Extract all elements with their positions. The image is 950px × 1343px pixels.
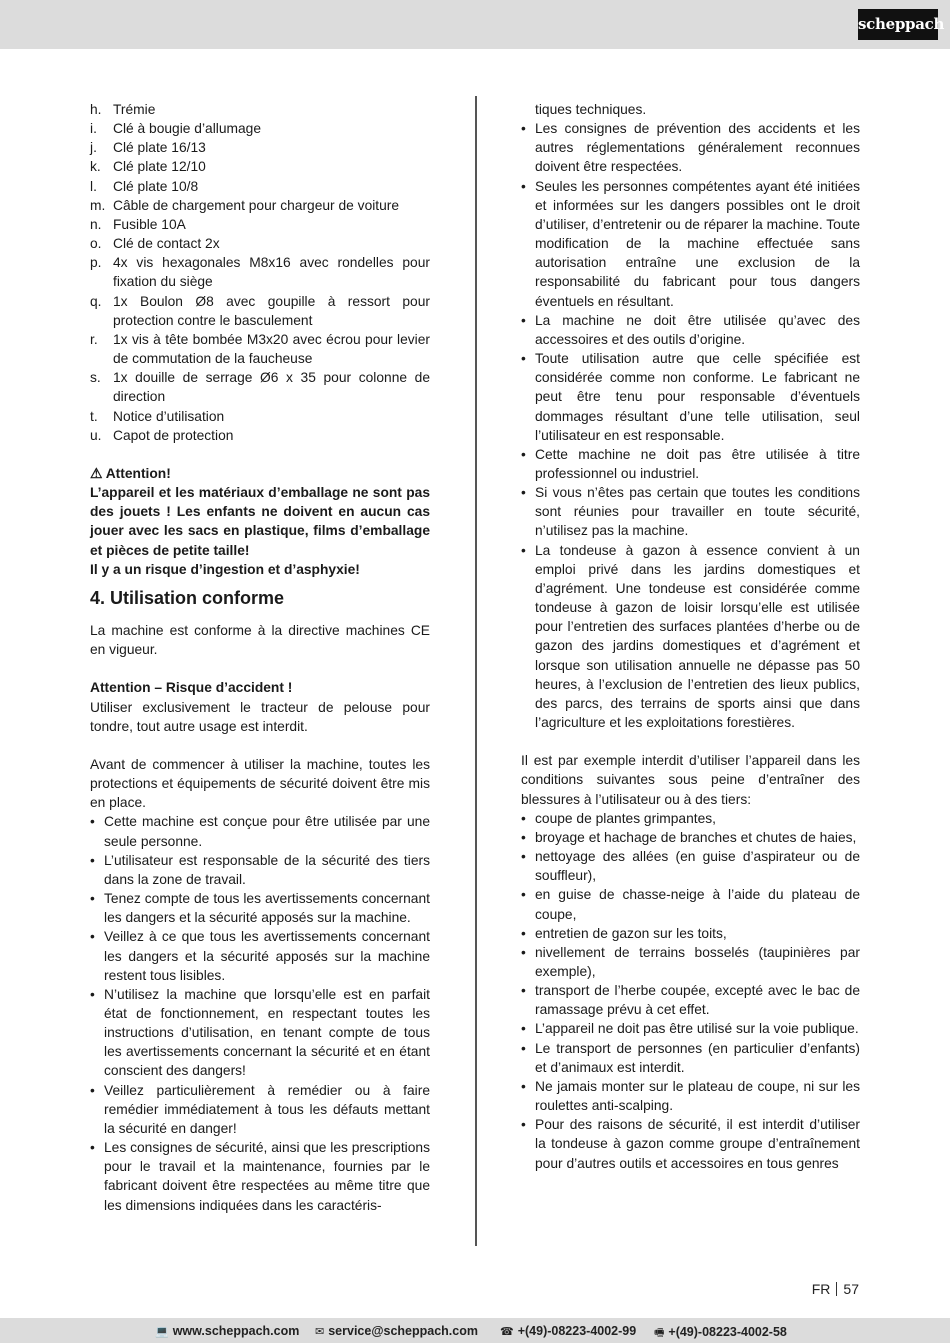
list-item <box>90 292 430 330</box>
bullet-text: La tondeuse à gazon à essence convient à un emploi privé dans les jardins domestiques et d’agrément. Une tondeuse est considérée comme tondeuse à gazon de loisir lorsqu’elle est utilisée pour l’entretien des surfaces plantées d’herbe ou de gazon des jardins domestiques et d’agrément et lorsque son utilisation annuelle ne dépasse pas 50 heures, à l’exclusion de l’entretien des lieux publics, des parcs, des terrains de sports ainsi que dans l’agriculture et les exploitations forestières. <box>535 542 860 730</box>
item-text: 1x douille de serrage Ø6 x 35 pour colonne de direction <box>113 370 430 405</box>
bullet-item <box>521 828 860 847</box>
bullet-icon: • <box>90 986 95 1002</box>
bullet-item <box>90 851 430 889</box>
bullet-text: Cette machine est conçue pour être utilisée par une seule personne. <box>104 814 430 849</box>
bullet-icon: • <box>521 1117 526 1133</box>
bullet-icon: • <box>521 446 526 462</box>
list-item <box>90 157 430 176</box>
rules-list <box>521 119 860 732</box>
bullet-icon: • <box>521 1078 526 1094</box>
bullet-text: Tenez compte de tous les avertissements concernant les dangers et la sécurité apposés sur la machine. <box>104 891 430 926</box>
bullet-text: Les consignes de sécurité, ainsi que les prescriptions pour le travail et la maintenance, fournies par le fabricant doivent être respectées au même titre que les dimensions indiquées dans les caractéris- <box>104 1140 430 1213</box>
header-bar <box>0 0 950 49</box>
list-item <box>90 426 430 445</box>
bullet-icon: • <box>521 983 526 999</box>
bullet-text: broyage et hachage de branches et chutes de haies, <box>535 829 857 845</box>
warning-risk: Il y a un risque d’ingestion et d’asphyxie! <box>90 561 360 577</box>
list-item <box>90 253 430 291</box>
page-lang: FR <box>811 1281 831 1297</box>
warning-title: ⚠ Attention! <box>90 465 171 481</box>
list-item <box>90 138 430 157</box>
bullet-text: Ne jamais monter sur le plateau de coupe, ni sur les roulettes anti-scalping. <box>535 1078 860 1114</box>
bullet-text: La machine ne doit être utilisée qu’avec des accessoires et des outils d’origine. <box>535 312 860 347</box>
bullet-text: entretien de gazon sur les toits, <box>535 925 727 941</box>
bullet-item <box>90 985 430 1081</box>
conformity-paragraph: La machine est conforme à la directive machines CE en vigueur. <box>90 622 430 658</box>
computer-icon: 💻 <box>155 1326 169 1338</box>
item-text: 1x vis à tête bombée M3x20 avec écrou pour levier de commutation de la faucheuse <box>113 331 430 367</box>
bullet-icon: • <box>521 312 526 328</box>
list-item <box>90 177 430 196</box>
bullet-item <box>521 177 860 311</box>
bullet-item <box>521 349 860 445</box>
item-text: Clé plate 12/10 <box>113 159 206 175</box>
bullet-icon: • <box>90 1082 95 1098</box>
item-text: Clé de contact 2x <box>113 236 220 252</box>
bullet-text: coupe de plantes grimpantes, <box>535 810 717 826</box>
list-item <box>90 215 430 234</box>
bullet-icon: • <box>521 925 526 941</box>
page-number <box>812 1281 859 1297</box>
item-letter: u. <box>90 427 102 443</box>
item-letter: q. <box>90 293 102 309</box>
bullet-icon: • <box>521 542 526 558</box>
bullet-item <box>90 927 430 984</box>
footer-bar <box>0 1318 950 1343</box>
bullet-text: Pour des raisons de sécurité, il est interdit d’utiliser la tondeuse à gazon comme groupe d’entraînement pour d’autres outils et accessoires en tous genres <box>535 1117 860 1171</box>
bullet-item <box>521 483 860 540</box>
bullet-icon: • <box>90 814 95 830</box>
bullet-text: Les consignes de prévention des accidents et les autres réglementations généralement reconnues doivent être respectées. <box>535 121 860 175</box>
bullet-item <box>521 1115 860 1172</box>
bullet-icon: • <box>521 1021 526 1037</box>
bullet-item <box>90 1138 430 1215</box>
list-item <box>90 234 430 253</box>
phone-icon: ☎ <box>500 1326 514 1338</box>
bullet-icon: • <box>521 944 526 960</box>
bullet-icon: • <box>521 485 526 501</box>
item-text: Capot de protection <box>113 427 234 443</box>
bullet-icon: • <box>521 849 526 865</box>
bullet-icon: • <box>521 351 526 367</box>
bullet-text: nettoyage des allées (en guise d’aspirateur ou de souffleur), <box>535 849 860 884</box>
item-text: Trémie <box>113 102 156 117</box>
item-letter: p. <box>90 255 102 271</box>
scheppach-logo: scheppach <box>858 9 938 40</box>
item-text: Notice d’utilisation <box>113 408 225 424</box>
item-text: 1x Boulon Ø8 avec goupille à ressort pour protection contre le basculement <box>113 293 430 328</box>
safety-list <box>90 812 430 1214</box>
item-text: Câble de chargement pour chargeur de voiture <box>113 197 400 213</box>
bullet-item <box>521 924 860 943</box>
parts-list <box>90 100 430 445</box>
bullet-item <box>90 812 430 850</box>
bullet-item <box>521 885 860 923</box>
right-column <box>521 100 860 1173</box>
bullet-item <box>521 981 860 1019</box>
bullet-text: Veillez à ce que tous les avertissements concernant les dangers et la sécurité apposés sur la machine restent tous lisibles. <box>104 929 430 983</box>
item-letter: s. <box>90 370 101 386</box>
bullet-icon: • <box>521 178 526 194</box>
bullet-item <box>521 541 860 733</box>
footer-phone[interactable]: ☎ +(49)-08223-4002-99 <box>500 1324 637 1338</box>
item-letter: m. <box>90 197 106 213</box>
bullet-icon: • <box>521 121 526 137</box>
bullet-text: nivellement de terrains bosselés (taupinières par exemple), <box>535 944 860 980</box>
bullet-icon: • <box>90 1140 95 1156</box>
item-letter: n. <box>90 216 102 232</box>
bullet-icon: • <box>521 1040 526 1056</box>
bullet-item <box>90 1081 430 1138</box>
bullet-item <box>521 119 860 176</box>
bullet-icon: • <box>521 829 526 845</box>
bullet-icon: • <box>90 929 95 945</box>
item-letter: l. <box>90 178 97 194</box>
accident-title: Attention – Risque d’accident ! <box>90 680 293 696</box>
accident-body: Utiliser exclusivement le tracteur de pelouse pour tondre, tout autre usage est interdit. <box>90 699 430 734</box>
mail-icon: ✉ <box>315 1326 325 1338</box>
bullet-item <box>521 1039 860 1077</box>
list-item <box>90 196 430 215</box>
bullet-text: transport de l’herbe coupée, excepté avec le bac de ramassage prévu à cet effet. <box>535 983 860 1018</box>
bullet-text: Si vous n’êtes pas certain que toutes les conditions sont réunies pour travailler en toute sécurité, n’utilisez pas la machine. <box>535 485 860 539</box>
bullet-item <box>521 311 860 349</box>
bullet-text: Cette machine ne doit pas être utilisée à titre professionnel ou industriel. <box>535 446 860 481</box>
bullet-text: Seules les personnes compétentes ayant été initiées et informées sur les dangers possibles ont le droit d’utiliser, d’entretenir ou de réparer la machine. Toute modification de la machine effectuée sans autorisation entraîne une exclusion de la responsabilité du fabricant pour tous dangers éventuels en résultant. <box>535 178 860 309</box>
bullet-item <box>521 809 860 828</box>
list-item <box>90 368 430 406</box>
list-item <box>90 119 430 138</box>
column-divider <box>475 96 477 1246</box>
bullet-text: N’utilisez la machine que lorsqu’elle est en parfait état de fonctionnement, en respectant toutes les instructions d’utilisation, en tenant compte de tous les avertissements concernant la sécurité et en étant conscient des dangers! <box>104 986 430 1079</box>
bullet-text: L’appareil ne doit pas être utilisé sur la voie publique. <box>535 1021 859 1037</box>
footer-website[interactable]: 💻 www.scheppach.com <box>155 1324 300 1338</box>
bullet-icon: • <box>90 891 95 907</box>
left-column <box>90 100 430 1215</box>
bullet-icon: • <box>521 810 526 826</box>
bullet-text: L’utilisateur est responsable de la sécurité des tiers dans la zone de travail. <box>104 852 430 887</box>
bullet-item <box>521 847 860 885</box>
list-item <box>90 330 430 368</box>
item-text: Fusible 10A <box>113 216 186 232</box>
continuation-text: tiques techniques. <box>535 102 647 117</box>
item-letter: t. <box>90 408 98 424</box>
item-text: Clé à bougie d’allumage <box>113 121 262 137</box>
bullet-icon: • <box>90 852 95 868</box>
bullet-text: Veillez particulièrement à remédier ou à faire remédier immédiatement à tous les défauts mettant la sécurité en danger! <box>104 1082 430 1136</box>
item-letter: j. <box>90 140 97 156</box>
item-letter: i. <box>90 121 97 137</box>
list-item <box>90 100 430 119</box>
prohibited-intro: Il est par exemple interdit d’utiliser l’appareil dans les conditions suivantes sous peine d’entraîner des blessures à l’utilisateur ou à des tiers: <box>521 753 860 807</box>
bullet-item <box>521 445 860 483</box>
item-text: Clé plate 10/8 <box>113 178 199 194</box>
section-title: 4. Utilisation conforme <box>90 587 285 608</box>
list-item <box>90 407 430 426</box>
item-letter: o. <box>90 236 102 252</box>
footer-fax: 🖷 +(49)-08223-4002-58 <box>654 1325 787 1339</box>
bullet-item <box>521 1019 860 1038</box>
footer-email[interactable]: ✉ service@scheppach.com <box>315 1324 478 1338</box>
bullet-item <box>521 943 860 981</box>
item-letter: r. <box>90 331 98 347</box>
bullet-icon: • <box>521 887 526 903</box>
item-letter: h. <box>90 102 102 117</box>
item-letter: k. <box>90 159 101 175</box>
item-text: 4x vis hexagonales M8x16 avec rondelles pour fixation du siège <box>113 255 430 290</box>
bullet-text: en guise de chasse-neige à l’aide du plateau de coupe, <box>535 887 860 922</box>
prohibited-list <box>521 809 860 1173</box>
bullet-item <box>521 1077 860 1115</box>
warning-body: L’appareil et les matériaux d’emballage ne sont pas des jouets ! Les enfants ne doivent en aucun cas jouer avec les sacs en plastique, films d’emballage et pièces de petite taille! <box>90 485 430 558</box>
bullet-item <box>90 889 430 927</box>
bullet-text: Toute utilisation autre que celle spécifiée est considérée comme non conforme. Le fabricant ne peut être tenu pour responsable d’éventuels dommages résultant d’une telle utilisation, seul l’utilisateur en est responsable. <box>535 351 860 443</box>
item-text: Clé plate 16/13 <box>113 140 206 156</box>
page-num: 57 <box>843 1281 859 1297</box>
bullet-text: Le transport de personnes (en particulier d’enfants) et d’animaux est interdit. <box>535 1040 860 1075</box>
safety-intro: Avant de commencer à utiliser la machine, toutes les protections et équipements de sécurité doivent être mis en place. <box>90 756 430 811</box>
fax-icon: 🖷 <box>654 1327 665 1339</box>
